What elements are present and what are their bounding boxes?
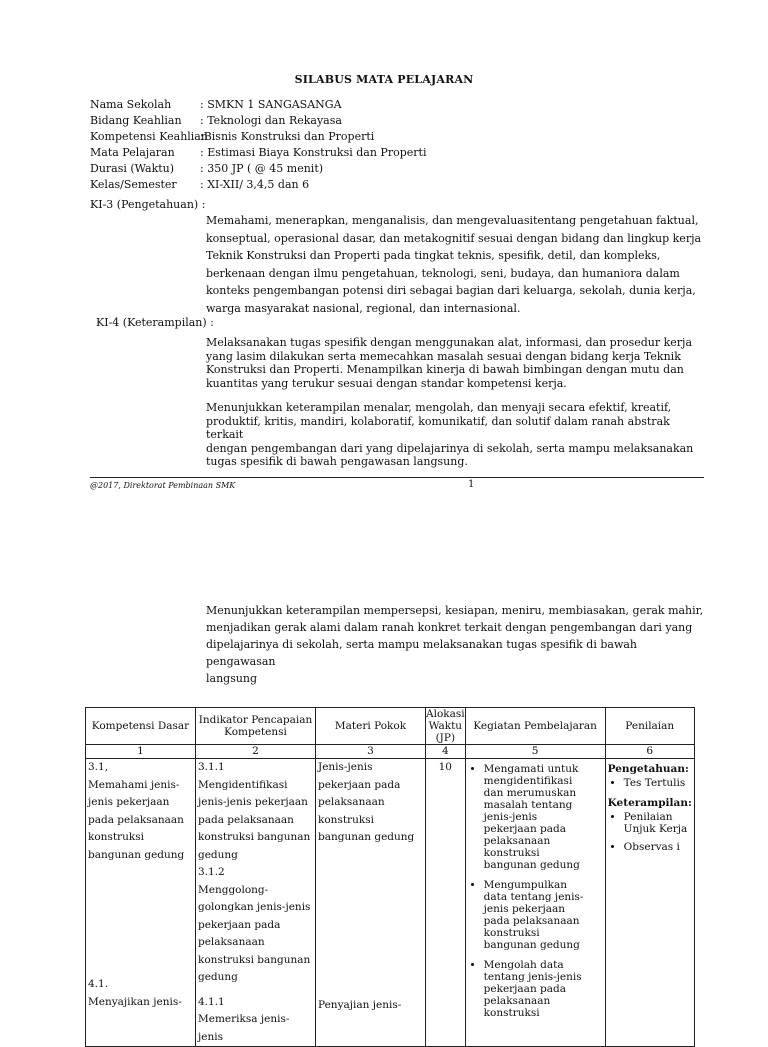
meta-value: : XI-XII/ 3,4,5 dan 6 [200, 178, 310, 191]
cell-line: bangunan gedung [318, 831, 415, 843]
keterampilan-heading: Keterampilan: [607, 797, 692, 809]
cell-line: Penyajian jenis- [318, 998, 402, 1011]
paragraph-line: Menunjukkan keterampilan mempersepsi, kesiapan, meniru, membiasakan, gerak mahir, [206, 604, 704, 617]
meta-label: Kelas/Semester [90, 178, 177, 191]
meta-value: : 350 JP ( @ 45 menit) [200, 162, 324, 175]
kegiatan-item [484, 763, 603, 871]
meta-block [90, 97, 427, 193]
pengetahuan-list [608, 777, 692, 789]
cell-line: dan merumuskan [483, 787, 577, 799]
cell-line: jenis pekerjaan [88, 796, 170, 808]
cell-line: gedung [198, 848, 238, 861]
paragraph-line: produktif, kritis, mandiri, kolaboratif, komunikatif, dan solutif dalam ranah abstrak terkait [206, 414, 670, 441]
cell-line: konstruksi bangunan [198, 831, 311, 843]
alokasi-cell [426, 759, 466, 1047]
ipk-3-1 [198, 759, 313, 987]
ki4-paragraph-2 [206, 401, 704, 469]
cell-line: pelaksanaan [483, 995, 551, 1007]
cell-line: masalah tentang [483, 799, 573, 811]
cell-line: jenis-jenis [483, 811, 538, 823]
cell-line: konstruksi [483, 927, 540, 939]
paragraph-line: Konstruksi dan Properti. Menampilkan kinerja di bawah bimbingan dengan mutu dan [206, 363, 684, 376]
penilaian-item [624, 841, 692, 853]
kegiatan-list [468, 763, 603, 1019]
cell-line: pekerjaan pada [318, 778, 401, 791]
paragraph-line: warga masyarakat nasional, regional, dan internasional. [206, 301, 521, 315]
cell-line: pelaksanaan [483, 835, 551, 847]
cell-line: • Mengumpulkan [483, 879, 568, 891]
cell-line: • Mengolah data [483, 959, 564, 971]
kd-4-1 [88, 976, 193, 1011]
cell-line: konstruksi [88, 831, 144, 843]
paragraph-line: dipelajarinya di sekolah, serta mampu melaksanakan tugas spesifik di bawah pengawasan [206, 638, 638, 668]
cell-line: pada pelaksanaan [198, 813, 294, 826]
paragraph-line: berkenaan dengan ilmu pengetahuan, teknologi, seni, budaya, dan humaniora dalam [206, 266, 680, 280]
header-alokasi-waktu: Alokasi Waktu (JP) [426, 708, 465, 744]
meta-value: :Bisnis Konstruksi dan Properti [200, 130, 375, 143]
cell-line: 4.1. [88, 978, 109, 990]
document-title: SILABUS MATA PELAJARAN [294, 73, 474, 86]
ki4-paragraph-1 [206, 336, 704, 390]
paragraph-line: konseptual, operasional dasar, dan metakognitif sesuai dengan bidang dan lingkup kerja [206, 231, 702, 245]
penilaian-cell [605, 759, 694, 1047]
paragraph-line: Melaksanakan tugas spesifik dengan menggunakan alat, informasi, dan prosedur kerja [206, 336, 693, 349]
column-number: 5 [465, 745, 605, 759]
cell-line: Menyajikan jenis- [88, 995, 182, 1008]
paragraph-line: Menunjukkan keterampilan menalar, mengolah, dan menyaji secara efektif, kreatif, [206, 401, 672, 414]
materi-3-1 [318, 759, 423, 847]
table-number-row [86, 745, 695, 759]
meta-value: : Estimasi Biaya Konstruksi dan Properti [200, 146, 427, 159]
cell-line: konstruksi [318, 813, 374, 826]
cell-line: pekerjaan pada [483, 823, 567, 835]
keterampilan-list [608, 811, 692, 853]
cell-line: • Observas i [623, 841, 680, 853]
cell-line: pekerjaan pada [483, 983, 567, 995]
cell-line: bangunan gedung [88, 848, 185, 861]
cell-line: • Mengamati untuk [483, 763, 579, 775]
column-number: 2 [196, 745, 316, 759]
meta-label: Durasi (Waktu) [90, 162, 175, 175]
cell-line: konstruksi bangunan [198, 953, 311, 966]
meta-label: Bidang Keahlian [90, 114, 182, 127]
penilaian-item: • Tes Tertulis [624, 777, 692, 789]
kegiatan-cell [465, 759, 605, 1047]
cell-line: jenis-jenis pekerjaan [198, 796, 308, 808]
cell-line: Menggolong- [198, 883, 269, 896]
cell-line: pada pelaksanaan [483, 915, 580, 927]
paragraph-line: yang lasim dilakukan serta memecahkan masalah sesuai dengan bidang kerja Teknik [206, 349, 681, 363]
paragraph-line: Memahami, menerapkan, menganalisis, dan mengevaluasitentang pengetahuan faktual, [206, 214, 699, 227]
cell-line: bangunan gedung [483, 939, 580, 951]
ipk-4-1 [198, 994, 313, 1047]
column-number: 4 [426, 745, 466, 759]
cell-line: 3.1.1 [198, 761, 225, 773]
footer-rule [90, 477, 704, 478]
paragraph-line: kuantitas yang terukur sesuai dengan standar kompetensi kerja. [206, 376, 567, 390]
column-number: 3 [316, 745, 426, 759]
kd-3-1 [88, 759, 193, 864]
header-penilaian: Penilaian [605, 708, 694, 745]
page-number: 1 [468, 479, 475, 490]
ki4-paragraph-3 [206, 602, 704, 687]
kegiatan-item [484, 959, 603, 1019]
ki3-paragraph [206, 212, 704, 317]
column-number: 6 [605, 745, 694, 759]
syllabus-table [85, 707, 695, 1047]
cell-line: Memeriksa jenis-jenis [198, 1013, 290, 1043]
paragraph-line: langsung [206, 672, 258, 685]
header-kegiatan: Kegiatan Pembelajaran [465, 708, 605, 745]
paragraph-line: tugas spesifik di bawah pengawasan langsung. [206, 455, 468, 468]
penilaian-item [624, 811, 692, 835]
pengetahuan-heading: Pengetahuan: [607, 763, 689, 775]
cell-line: Memahami jenis- [88, 778, 180, 791]
table-row [86, 759, 695, 1047]
table-header-row [86, 708, 695, 745]
cell-line: Mengidentifikasi [198, 778, 288, 791]
kd-cell [86, 759, 196, 1047]
ki4-label: KI-4 (Keterampilan) : [96, 316, 214, 329]
cell-line: tentang jenis-jenis [483, 971, 582, 983]
materi-4-1 [318, 997, 423, 1015]
cell-line: pekerjaan pada [198, 918, 281, 931]
cell-line: 3.1, [88, 761, 109, 773]
cell-line: pada pelaksanaan [88, 813, 184, 826]
paragraph-line: konteks pengembangan potensi diri sebagai bagian dari keluarga, sekolah, dunia kerja, [206, 284, 696, 297]
footer-copyright: @2017, Direktorat Pembinaan SMK [90, 481, 236, 490]
meta-label: Nama Sekolah [90, 98, 172, 111]
cell-line: konstruksi [483, 847, 540, 859]
ipk-cell [196, 759, 316, 1047]
alokasi-value: 10 [438, 761, 452, 773]
paragraph-line: menjadikan gerak alami dalam ranah konkret terkait dengan pengembangan dari yang [206, 621, 693, 634]
cell-line: Unjuk Kerja [623, 823, 688, 835]
kegiatan-item [484, 879, 603, 951]
cell-line: golongkan jenis-jenis [198, 901, 311, 913]
cell-line: 4.1.1 [198, 995, 225, 1008]
cell-line: pelaksanaan [318, 796, 385, 808]
ki3-label: KI-3 (Pengetahuan) : [90, 198, 206, 211]
cell-line: pelaksanaan [198, 936, 265, 948]
cell-line: 3.1.2 [198, 866, 225, 878]
cell-line: data tentang jenis- [483, 891, 584, 903]
cell-line: jenis pekerjaan [483, 903, 566, 915]
cell-line: mengidentifikasi [483, 775, 573, 787]
cell-line: Jenis-jenis [318, 761, 373, 773]
materi-cell [316, 759, 426, 1047]
meta-value: : SMKN 1 SANGASANGA [200, 98, 342, 111]
meta-label: Mata Pelajaran [90, 146, 175, 159]
column-number: 1 [86, 745, 196, 759]
meta-value: : Teknologi dan Rekayasa [200, 114, 342, 127]
cell-line: konstruksi [483, 1007, 540, 1019]
header-materi-pokok: Materi Pokok [316, 708, 426, 745]
meta-label: Kompetensi Keahlian [90, 130, 208, 143]
header-kompetensi-dasar: Kompetensi Dasar [86, 708, 196, 745]
cell-line: gedung [198, 971, 238, 983]
paragraph-line: dengan pengembangan dari yang dipelajarinya di sekolah, serta mampu melaksanakan [206, 441, 694, 455]
cell-line: • Penilaian [623, 811, 673, 823]
cell-line: bangunan gedung [483, 859, 580, 871]
paragraph-line: Teknik Konstruksi dan Properti pada tingkat teknis, spesifik, detil, dan kompleks, [206, 249, 661, 262]
header-indikator: Indikator Pencapaian Kompetensi [196, 708, 316, 745]
